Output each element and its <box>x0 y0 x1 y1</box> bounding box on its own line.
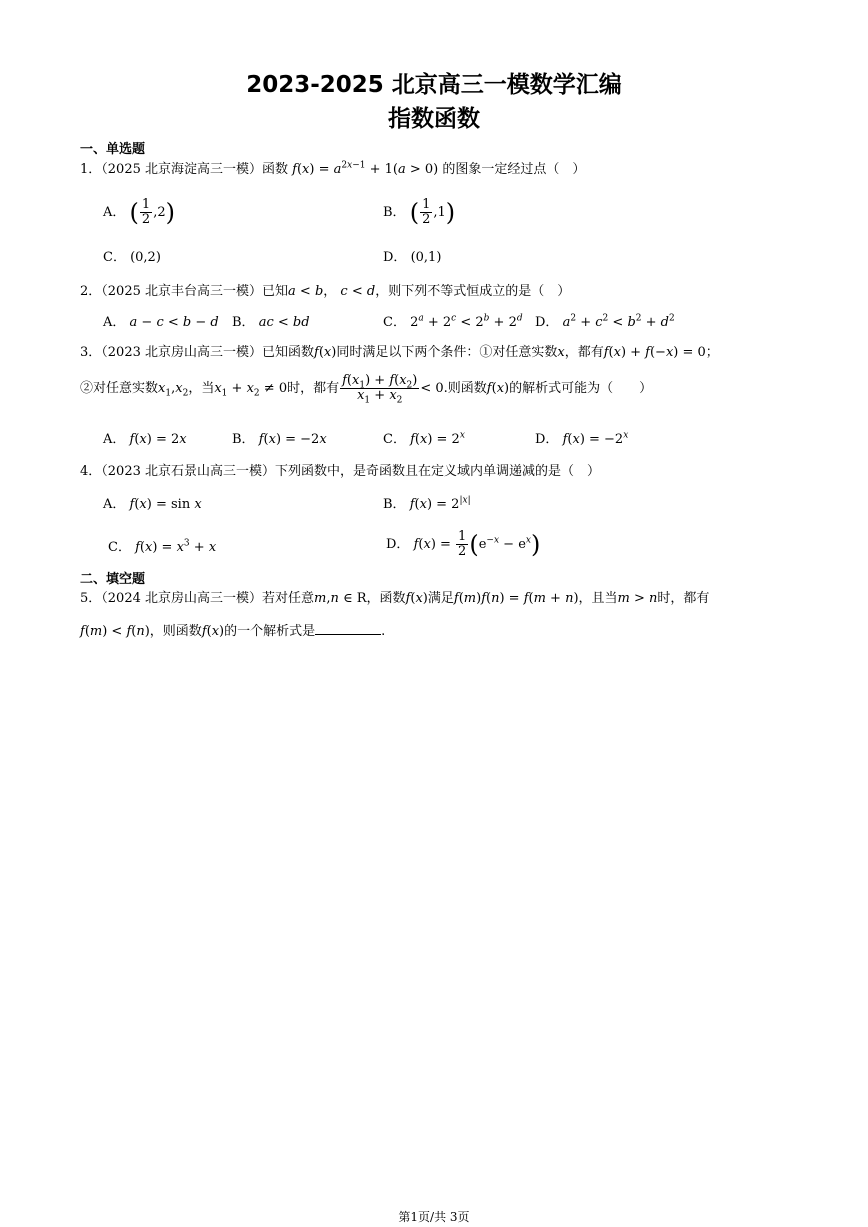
question-2-option-b: B． ac < bd <box>232 315 310 330</box>
question-number: 1． <box>80 162 102 177</box>
question-4-option-d: D． f(x) = $\frac{1}{2}$ $(e^{-x} - e^x)$ <box>386 529 541 559</box>
page-footer: 第1页/共 3页 <box>398 1210 470 1224</box>
question-2-option-d: D． $a^2 + c^2 < b^2 + d^2$ <box>535 313 675 330</box>
question-3-stem-line-1: 3．（2023 北京房山高三一模）已知函数f(x)同时满足以下两个条件：①对任意实数x，都有f(x) + f(−x) = 0； <box>80 345 719 360</box>
document-subtitle: 指数函数 <box>388 106 480 132</box>
question-1-option-d: D． (0,1) <box>383 250 442 265</box>
question-4-option-a: A． f(x) = sin x <box>103 497 202 512</box>
question-5-stem-line-2: f(m) < f(n)，则函数f(x)的一个解析式是 . <box>80 624 386 639</box>
answer-blank[interactable] <box>315 622 381 635</box>
question-1-option-b: B． ( $\frac{1}{2}$ ,1) <box>383 197 456 227</box>
question-1-stem: 1．（2025 北京海淀高三一模）函数 $f(x) = a^{2x-1} + 1(a > 0)$ 的图象一定经过点（ ） <box>80 160 586 177</box>
section-heading-single-choice: 一、单选题 <box>80 142 146 157</box>
question-1-option-a: A． ( $\frac{1}{2}$ ,2) <box>103 197 175 227</box>
question-3-option-a: A． f(x) = 2x <box>103 432 187 447</box>
question-1-option-c: C． (0,2) <box>103 250 161 265</box>
question-4-option-c: C． $f(x) = x^3 + x$ <box>108 538 217 555</box>
question-3-option-c: C． $f(x) = 2^x$ <box>383 430 465 447</box>
question-2-option-c: C． $2^a + 2^c < 2^b + 2^d$ <box>383 313 523 330</box>
question-4-option-b: B． $f(x) = 2^{|x|}$ <box>383 495 471 512</box>
question-source: （2025 北京海淀高三一模） <box>101 162 262 177</box>
question-3-stem-line-2: ②对任意实数$x_1,x_2$，当$x_1 + x_2 \ne 0$时，都有 $\frac{f(x_1) + f(x_2)}{x_1 + x_2}$ < 0.则函数f(x)的解析式可能为（ ） <box>80 373 653 406</box>
section-heading-fill-blank: 二、填空题 <box>80 572 146 587</box>
question-2-option-a: A． a − c < b − d <box>103 315 219 330</box>
document-title: 2023-2025 北京高三一模数学汇编 <box>246 72 622 98</box>
question-3-option-b: B． f(x) = −2x <box>232 432 327 447</box>
question-2-stem: 2．（2025 北京丰台高三一模）已知a < b， c < d，则下列不等式恒成立的是（ ） <box>80 284 571 299</box>
question-3-option-d: D． $f(x) = -2^x$ <box>535 430 629 447</box>
question-4-stem: 4．（2023 北京石景山高三一模）下列函数中，是奇函数且在定义域内单调递减的是（ ） <box>80 464 601 479</box>
question-5-stem-line-1: 5．（2024 北京房山高三一模）若对任意m,n ∈ R，函数f(x)满足f(m)f(n) = f(m + n)，且当m > n时，都有 <box>80 591 710 606</box>
